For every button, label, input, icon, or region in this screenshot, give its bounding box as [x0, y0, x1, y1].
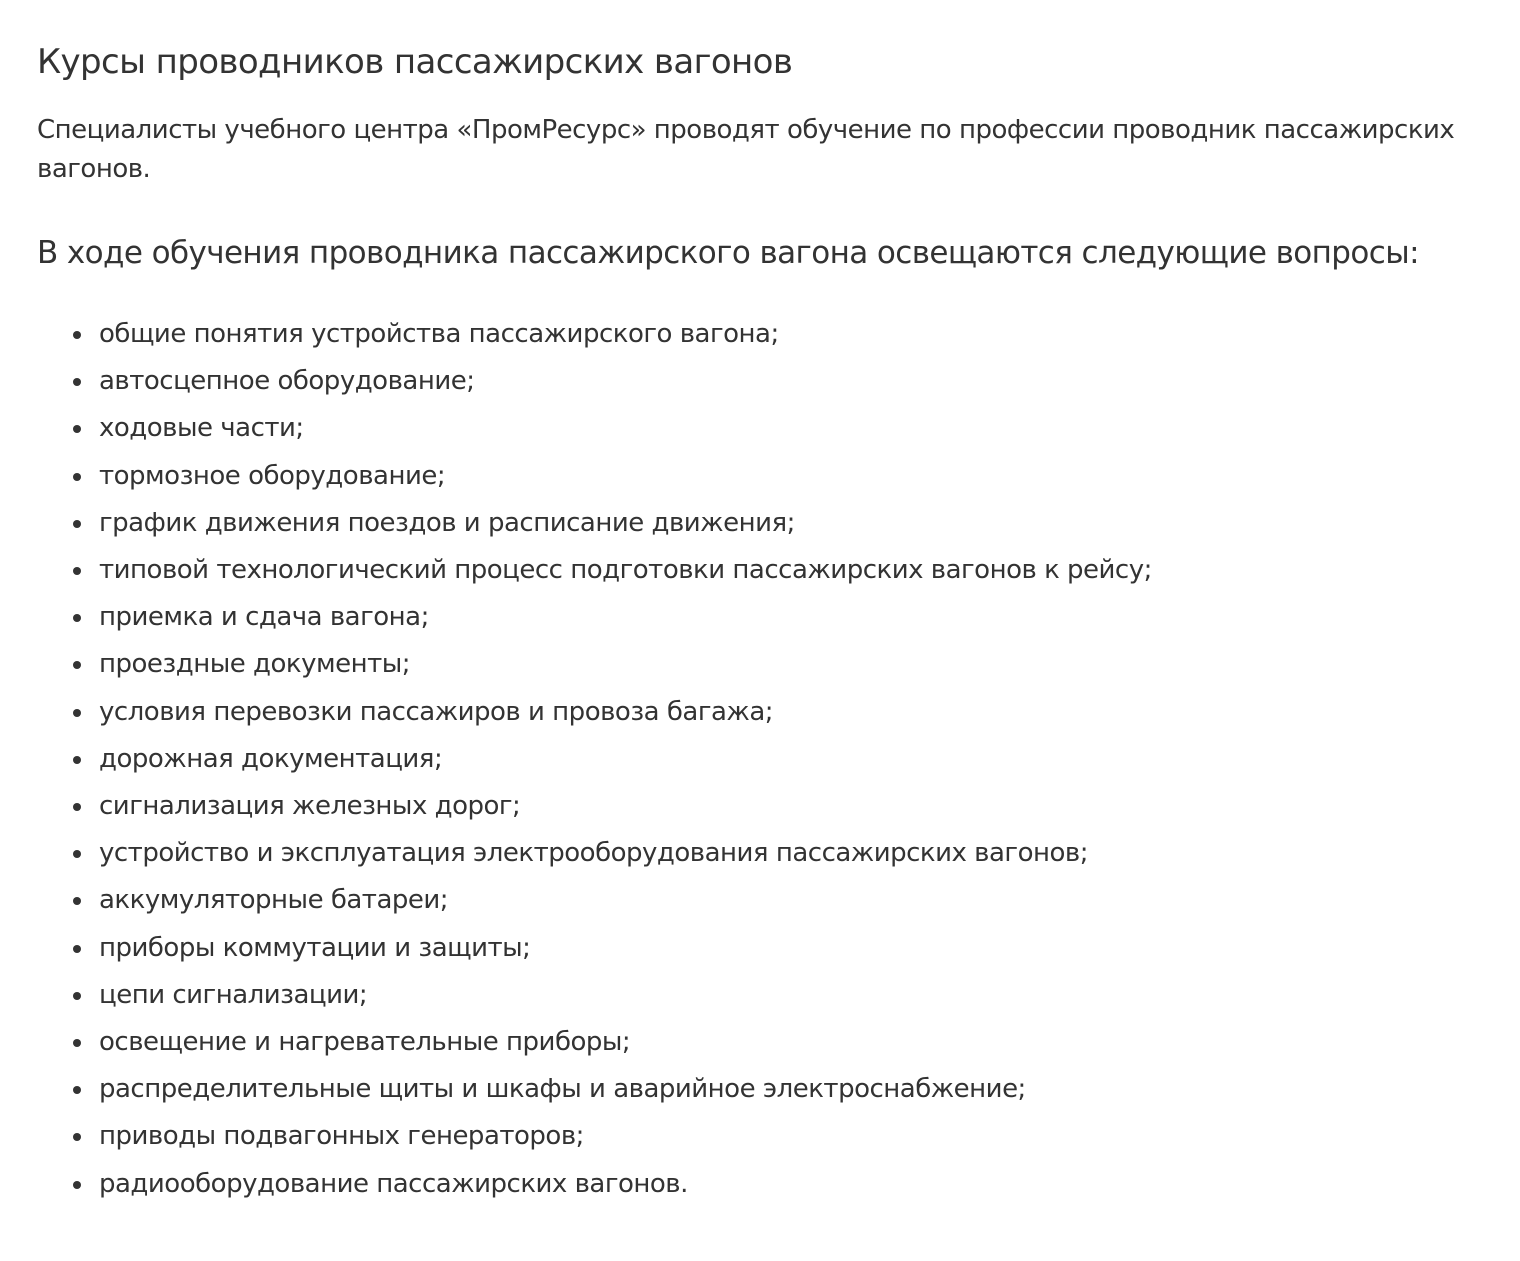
list-item-text: устройство и эксплуатация электрооборудования пассажирских вагонов; [99, 838, 1088, 869]
list-item-text: типовой технологический процесс подготовки пассажирских вагонов к рейсу; [99, 555, 1152, 586]
bullet-icon [73, 709, 81, 717]
list-item-text: условия перевозки пассажиров и провоза багажа; [99, 696, 774, 727]
bullet-icon [73, 756, 81, 764]
intro-paragraph: Специалисты учебного центра «ПромРесурс» проводят обучение по профессии проводник пассажирских вагонов. [37, 115, 1455, 184]
bullet-icon [73, 425, 81, 433]
bullet-icon [73, 850, 81, 858]
list-item-text: тормозное оборудование; [99, 460, 446, 491]
bullet-icon [73, 331, 81, 339]
list-item-text: проездные документы; [99, 649, 411, 680]
list-item [37, 358, 1152, 405]
list-item-text: аккумуляторные батареи; [99, 885, 449, 916]
list-item [37, 641, 1152, 688]
list-item [37, 783, 1152, 830]
bullet-icon [73, 1039, 81, 1047]
list-item-text: график движения поездов и расписание движения; [99, 507, 795, 538]
list-item-text: приводы подвагонных генераторов; [99, 1121, 584, 1152]
list-item [37, 689, 1152, 736]
bullet-icon [73, 661, 81, 669]
list-item-text: дорожная документация; [99, 743, 443, 774]
list-item [37, 1113, 1152, 1160]
bullet-icon [73, 803, 81, 811]
list-item [37, 1161, 1152, 1208]
list-item [37, 736, 1152, 783]
bullet-icon [73, 897, 81, 905]
list-item [37, 594, 1152, 641]
list-item [37, 405, 1152, 452]
bullet-icon [73, 614, 81, 622]
bullet-icon [73, 945, 81, 953]
list-item [37, 311, 1152, 358]
bullet-icon [73, 473, 81, 481]
list-item [37, 925, 1152, 972]
list-item-text: ходовые части; [99, 413, 304, 444]
list-item [37, 972, 1152, 1019]
topics-list [37, 311, 1152, 1208]
list-item-text: цепи сигнализации; [99, 979, 368, 1010]
list-item [37, 500, 1152, 547]
topics-heading: В ходе обучения проводника пассажирского вагона освещаются следующие вопросы: [37, 235, 1419, 271]
bullet-icon [73, 1181, 81, 1189]
list-item [37, 547, 1152, 594]
page-title: Курсы проводников пассажирских вагонов [37, 42, 793, 82]
list-item-text: сигнализация железных дорог; [99, 791, 521, 822]
list-item-text: освещение и нагревательные приборы; [99, 1027, 631, 1058]
list-item [37, 1019, 1152, 1066]
bullet-icon [73, 567, 81, 575]
bullet-icon [73, 520, 81, 528]
list-item-text: приборы коммутации и защиты; [99, 932, 531, 963]
list-item [37, 453, 1152, 500]
bullet-icon [73, 378, 81, 386]
list-item-text: распределительные щиты и шкафы и аварийное электроснабжение; [99, 1074, 1026, 1105]
list-item [37, 877, 1152, 924]
bullet-icon [73, 1086, 81, 1094]
list-item [37, 1066, 1152, 1113]
list-item-text: автосцепное оборудование; [99, 366, 475, 397]
bullet-icon [73, 992, 81, 1000]
list-item [37, 830, 1152, 877]
list-item-text: приемка и сдача вагона; [99, 602, 429, 633]
bullet-icon [73, 1133, 81, 1141]
list-item-text: радиооборудование пассажирских вагонов. [99, 1168, 688, 1199]
list-item-text: общие понятия устройства пассажирского вагона; [99, 319, 779, 349]
